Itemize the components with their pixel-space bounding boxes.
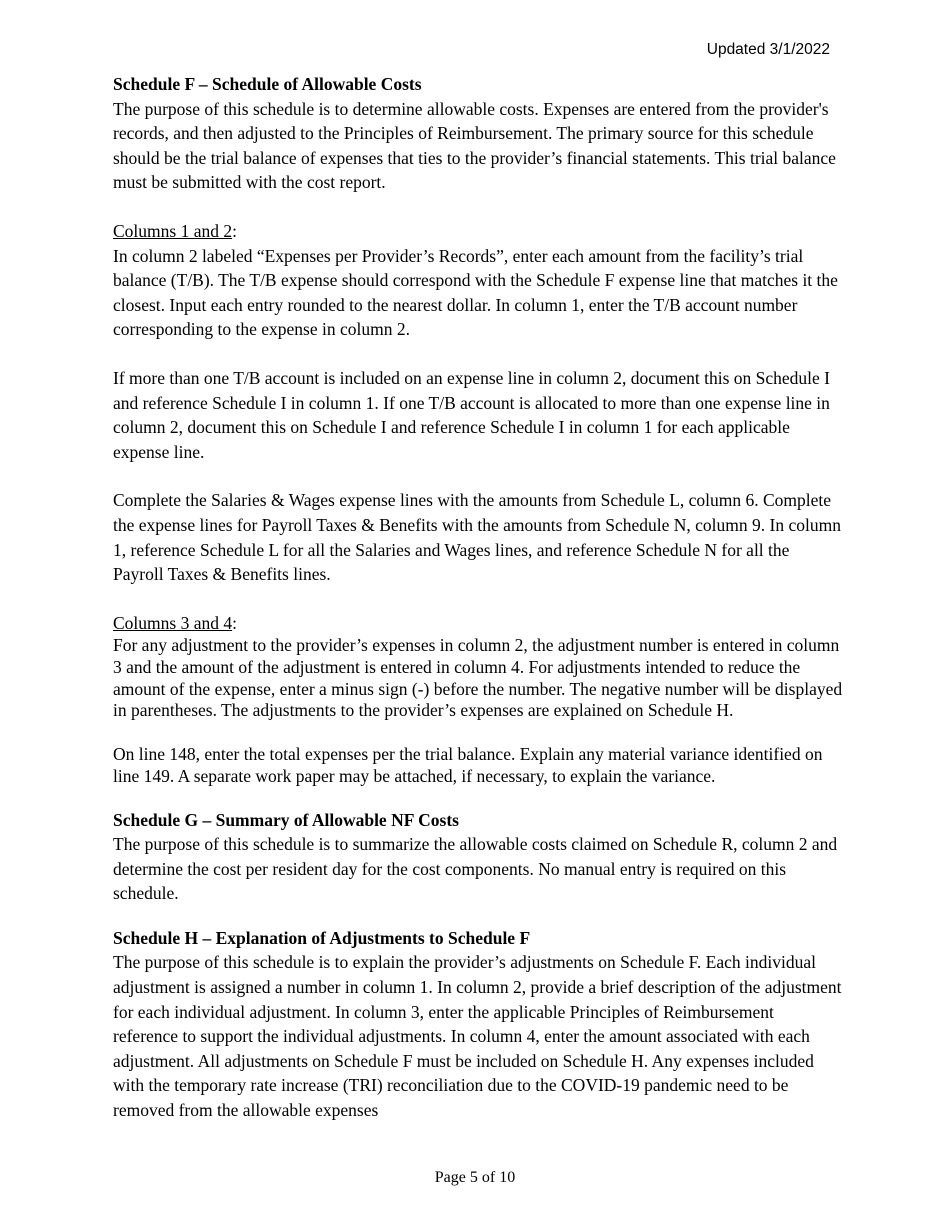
columns-3-4-paragraph-1: For any adjustment to the provider’s expenses in column 2, the adjustment number is entered in column 3 and the amount of the adjustment is entered in column 4. For adjustments intended to reduce the amount of the expense, enter a minus sign (-) before the number. The negative number will be displayed in parentheses. The adjustments to the provider’s expenses are explained on Schedule H. <box>113 635 843 721</box>
columns-3-4-label: Columns 3 and 4: <box>113 612 237 633</box>
columns-1-2-paragraph-2: If more than one T/B account is included on an expense line in column 2, document this on Schedule I and reference Schedule I in column 1. If one T/B account is allocated to more than one expense line in column 2, document this on Schedule I and reference Schedule I in column 1 for each applicable expense line. <box>113 367 831 462</box>
columns-1-2-paragraph-1: In column 2 labeled “Expenses per Provider’s Records”, enter each amount from the facility’s trial balance (T/B). The T/B expense should correspond with the Schedule F expense line that matches it the closest. Input each entry rounded to the nearest dollar. In column 1, enter the T/B account number corresponding to the expense in column 2. <box>113 245 838 340</box>
columns-1-2-label-text: Columns 1 and 2 <box>113 220 233 241</box>
updated-date: Updated 3/1/2022 <box>706 41 830 58</box>
columns-3-4-label-text: Columns 3 and 4 <box>113 612 233 633</box>
document-body <box>113 72 843 1123</box>
schedule-h-heading: Schedule H – Explanation of Adjustments to Schedule F <box>113 927 531 948</box>
columns-3-4-paragraph-2: On line 148, enter the total expenses per the trial balance. Explain any material variance identified on line 149. A separate work paper may be attached, if necessary, to explain the variance. <box>113 744 823 786</box>
schedule-g-heading: Schedule G – Summary of Allowable NF Costs <box>113 809 459 830</box>
page-number: Page 5 of 10 <box>434 1169 516 1186</box>
columns-1-2-paragraph-3: Complete the Salaries & Wages expense lines with the amounts from Schedule L, column 6. Complete the expense lines for Payroll Taxes & Benefits with the amounts from Schedule N, column 9. In column 1, reference Schedule L for all the Salaries and Wages lines, and reference Schedule N for all the Payroll Taxes & Benefits lines. <box>113 490 841 585</box>
schedule-f-heading: Schedule F – Schedule of Allowable Costs <box>113 74 422 94</box>
schedule-g-body: The purpose of this schedule is to summarize the allowable costs claimed on Schedule R, column 2 and determine the cost per resident day for the cost components. No manual entry is required on this schedule. <box>113 834 838 904</box>
schedule-h-body: The purpose of this schedule is to explain the provider’s adjustments on Schedule F. Each individual adjustment is assigned a number in column 1. In column 2, provide a brief description of the adjustment for each individual adjustment. In column 3, enter the applicable Principles of Reimbursement reference to support the individual adjustments. In column 4, enter the amount associated with each adjustment. All adjustments on Schedule F must be included on Schedule H. Any expenses included with the temporary rate increase (TRI) reconciliation due to the COVID-19 pandemic need to be removed from the allowable expenses <box>113 952 842 1121</box>
schedule-f-intro: The purpose of this schedule is to determine allowable costs. Expenses are entered from the provider's records, and then adjusted to the Principles of Reimbursement. The primary source for this schedule should be the trial balance of expenses that ties to the provider’s financial statements. This trial balance must be submitted with the cost report. <box>113 98 836 193</box>
columns-1-2-label: Columns 1 and 2: <box>113 220 237 241</box>
